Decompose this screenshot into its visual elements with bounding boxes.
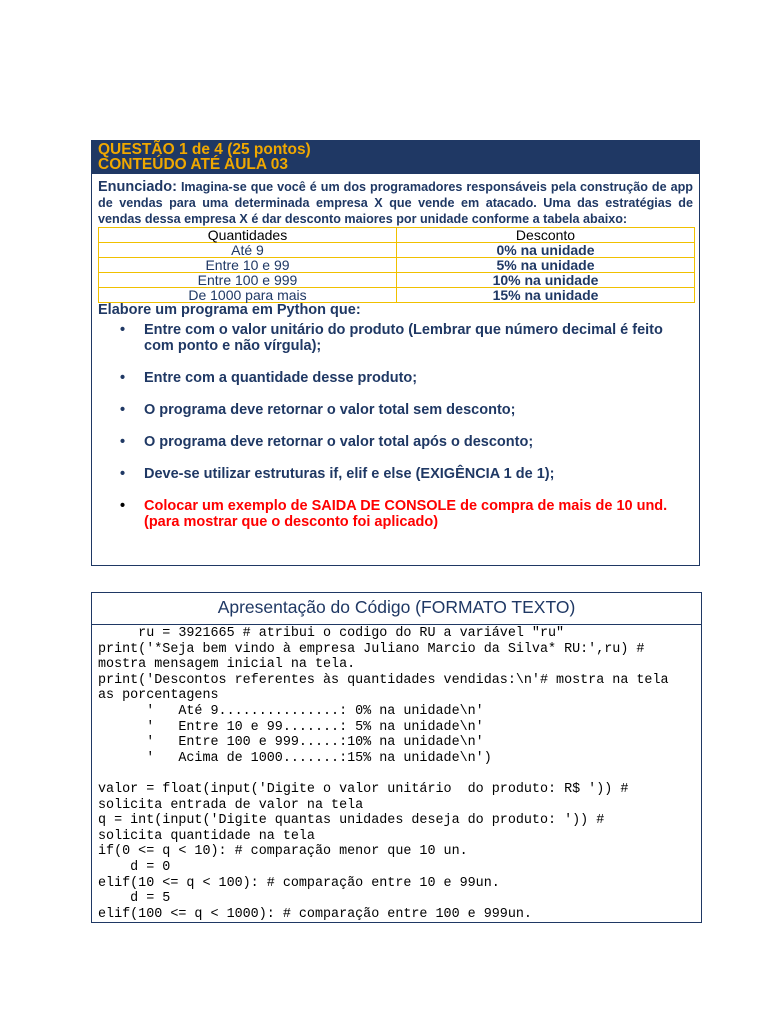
header-quantidades: Quantidades: [99, 228, 397, 243]
code-line: elif(100 <= q < 1000): # comparação entre 100 e 999un.: [98, 906, 532, 922]
code-line: ru = 3921665 # atribui o codigo do RU a variável "ru": [98, 626, 565, 641]
code-line: ' Acima de 1000.......:15% na unidade\n'): [98, 750, 492, 766]
requirement-text: O programa deve retornar o valor total após o desconto;: [144, 434, 534, 451]
qty-cell: Até 9: [99, 243, 397, 258]
requirement-text: Deve-se utilizar estruturas if, elif e else (EXIGÊNCIA 1 de 1);: [144, 466, 555, 483]
code-line: d = 5: [98, 891, 171, 907]
question-subtitle: CONTEÚDO ATÉ AULA 03: [98, 156, 289, 173]
code-line: as porcentagens: [98, 688, 219, 704]
discount-cell: 0% na unidade: [397, 243, 695, 258]
code-line: solicita entrada de valor na tela: [98, 797, 364, 813]
code-line: ' Até 9...............: 0% na unidade\n': [98, 703, 484, 719]
list-item: [98, 322, 693, 354]
bullet-icon: •: [120, 402, 126, 419]
table-header-row: [99, 228, 695, 243]
requirement-text: Entre com a quantidade desse produto;: [144, 370, 418, 387]
bullet-icon: •: [120, 370, 126, 387]
header-desconto: Desconto: [397, 228, 695, 243]
question-title: QUESTÃO 1 de 4 (25 pontos): [98, 141, 311, 158]
table-row: [99, 243, 695, 258]
code-line: valor = float(input('Digite o valor unitário do produto: R$ ')) #: [98, 781, 629, 797]
code-section: [91, 592, 702, 923]
code-line: print('*Seja bem vindo à empresa Juliano Marcio da Silva* RU:',ru) #: [98, 641, 645, 657]
bullet-icon: •: [120, 434, 126, 451]
list-item: [98, 370, 693, 386]
requirement-text-highlight: Colocar um exemplo de SAIDA DE CONSOLE de compra de mais de 10 und. (para mostrar que o desconto foi aplicado): [144, 498, 668, 531]
code-section-title: Apresentação do Código (FORMATO TEXTO): [92, 593, 701, 625]
enunciado-text: Imagina-se que você é um dos programadores responsáveis pela construção de app de vendas para uma determinada empresa X que vende em atacado. Uma das estratégias de vendas dessa empresa X é dar desconto maiores por unidade conforme a tabela abaixo:: [98, 180, 693, 226]
list-item: [98, 434, 693, 450]
table-row: [99, 288, 695, 303]
code-line: print('Descontos referentes às quantidades vendidas:\n'# mostra na tela: [98, 672, 669, 688]
discount-cell: 15% na unidade: [397, 288, 695, 303]
bullet-icon: •: [120, 466, 126, 483]
code-line: q = int(input('Digite quantas unidades deseja do produto: ')) #: [98, 813, 605, 829]
discount-table: [98, 227, 695, 303]
code-line: ' Entre 100 e 999.....:10% na unidade\n': [98, 735, 484, 751]
enunciado-label: Enunciado:: [98, 179, 177, 195]
table-row: [99, 273, 695, 288]
question-header: [92, 141, 699, 174]
table-row: [99, 258, 695, 273]
code-line: solicita quantidade na tela: [98, 828, 315, 844]
code-line: if(0 <= q < 10): # comparação menor que 10 un.: [98, 844, 468, 860]
list-item: [98, 402, 693, 418]
bullet-icon: •: [120, 322, 126, 339]
requirement-text: Entre com o valor unitário do produto (Lembrar que número decimal é feito com ponto e não vírgula);: [144, 322, 663, 355]
code-line: ' Entre 10 e 99.......: 5% na unidade\n': [98, 719, 484, 735]
qty-cell: De 1000 para mais: [99, 288, 397, 303]
enunciado-paragraph: [98, 180, 693, 227]
question-box: [91, 140, 700, 566]
code-line: mostra mensagem inicial na tela.: [98, 657, 356, 673]
requirements-list: [98, 322, 693, 530]
discount-cell: 5% na unidade: [397, 258, 695, 273]
requirement-text: O programa deve retornar o valor total sem desconto;: [144, 402, 516, 419]
elabore-heading: Elabore um programa em Python que:: [98, 302, 361, 319]
code-line: [98, 766, 701, 782]
discount-cell: 10% na unidade: [397, 273, 695, 288]
list-item: [98, 466, 693, 482]
list-item: [98, 498, 693, 530]
bullet-icon: •: [120, 498, 126, 515]
code-line: elif(10 <= q < 100): # comparação entre 10 e 99un.: [98, 875, 500, 891]
qty-cell: Entre 10 e 99: [99, 258, 397, 273]
qty-cell: Entre 100 e 999: [99, 273, 397, 288]
code-line: d = 0: [98, 859, 171, 875]
question-body: [92, 174, 699, 530]
code-block: [92, 625, 701, 922]
